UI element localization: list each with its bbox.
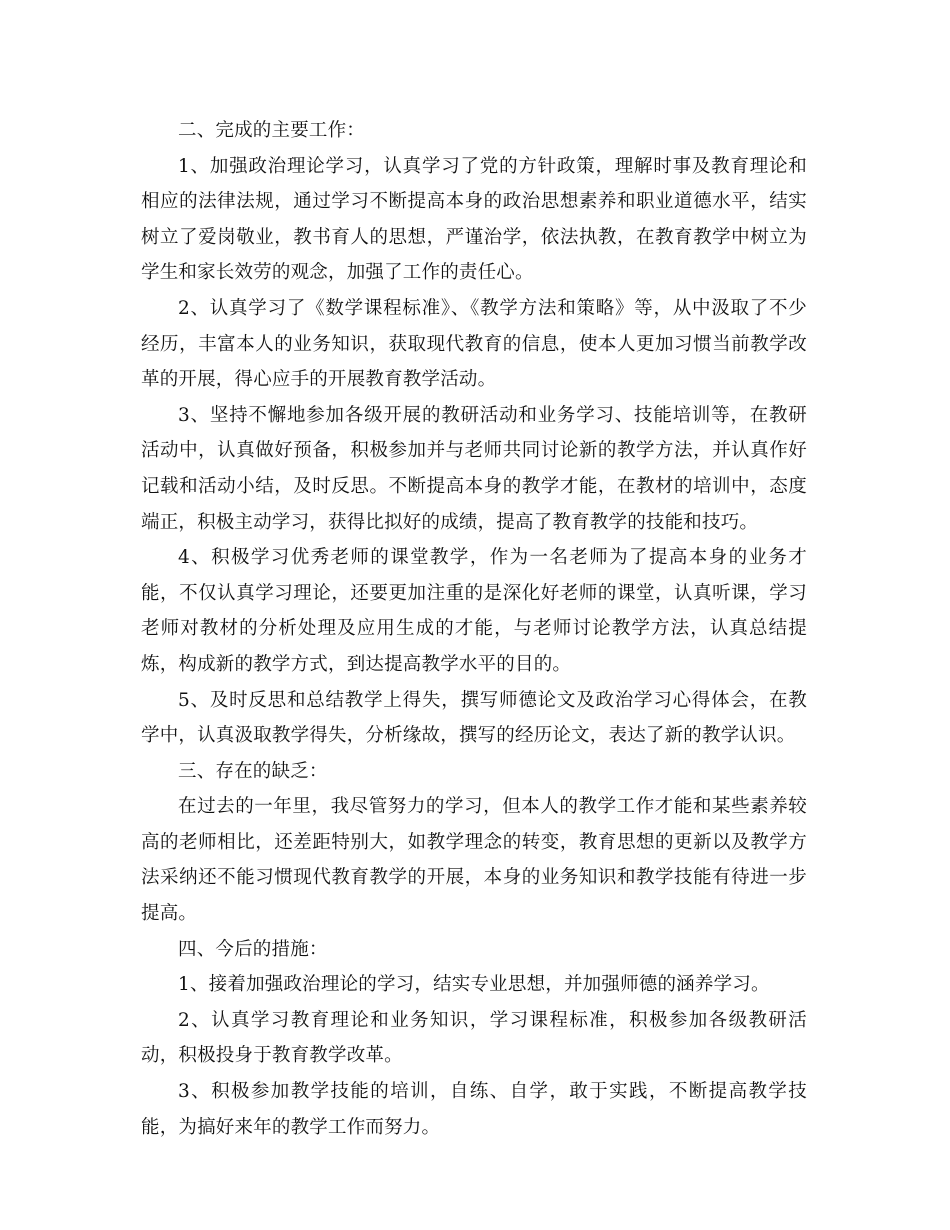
paragraph-work-item-2: 2、认真学习了《数学课程标准》、《教学方法和策略》等，从中汲取了不少经历，丰富本人的业务知识，获取现代教育的信息，使本人更加习惯当前教学改革的开展，得心应手的开展教育教学活动。 [141,297,807,391]
paragraph-work-item-4: 4、积极学习优秀老师的课堂教学，作为一名老师为了提高本身的业务才能，不仅认真学习理论，还要更加注重的是深化好老师的课堂，认真听课，学习老师对教材的分析处理及应用生成的才能，与老师讨论教学方法，认真总结提炼，构成新的教学方式，到达提高教学水平的目的。 [141,547,807,675]
paragraph-measure-3: 3、积极参加教学技能的培训，自练、自学，敢于实践，不断提高教学技能，为搞好来年的教学工作而努力。 [141,1081,807,1138]
section-heading-shortcomings: 三、存在的缺乏： [178,760,328,782]
paragraph-work-item-5: 5、及时反思和总结教学上得失，撰写师德论文及政治学习心得体会，在教学中，认真汲取教学得失，分析缘故，撰写的经历论文，表达了新的教学认识。 [141,689,807,747]
paragraph-work-item-3: 3、坚持不懈地参加各级开展的教研活动和业务学习、技能培训等，在教研活动中，认真做好预备，积极参加并与老师共同讨论新的教学方法，并认真作好记载和活动小结，及时反思。不断提高本身的教学才能，在教材的培训中，态度端正，积极主动学习，获得比拟好的成绩，提高了教育教学的技能和技巧。 [141,404,807,533]
paragraph-work-item-1: 1、加强政治理论学习，认真学习了党的方针政策，理解时事及教育理论和相应的法律法规，通过学习不断提高本身的政治思想素养和职业道德水平，结实树立了爱岗敬业，教书育人的思想，严谨治学，依法执教，在教育教学中树立为学生和家长效劳的观念，加强了工作的责任心。 [141,155,807,284]
section-heading-future-measures: 四、今后的措施： [178,938,328,960]
document-body [141,113,807,1145]
section-heading-main-work: 二、完成的主要工作： [178,120,366,141]
paragraph-measure-2: 2、认真学习教育理论和业务知识，学习课程标准，积极参加各级教研活动，积极投身于教育教学改革。 [141,1009,807,1067]
paragraph-shortcomings: 在过去的一年里，我尽管努力的学习，但本人的教学工作才能和某些素养较高的老师相比，还差距特别大，如教学理念的转变，教育思想的更新以及教学方法采纳还不能习惯现代教育教学的开展，本身的业务知识和教学技能有待进一步提高。 [141,796,807,925]
paragraph-measure-1: 1、接着加强政治理论的学习，结实专业思想，并加强师德的涵养学习。 [178,974,770,996]
